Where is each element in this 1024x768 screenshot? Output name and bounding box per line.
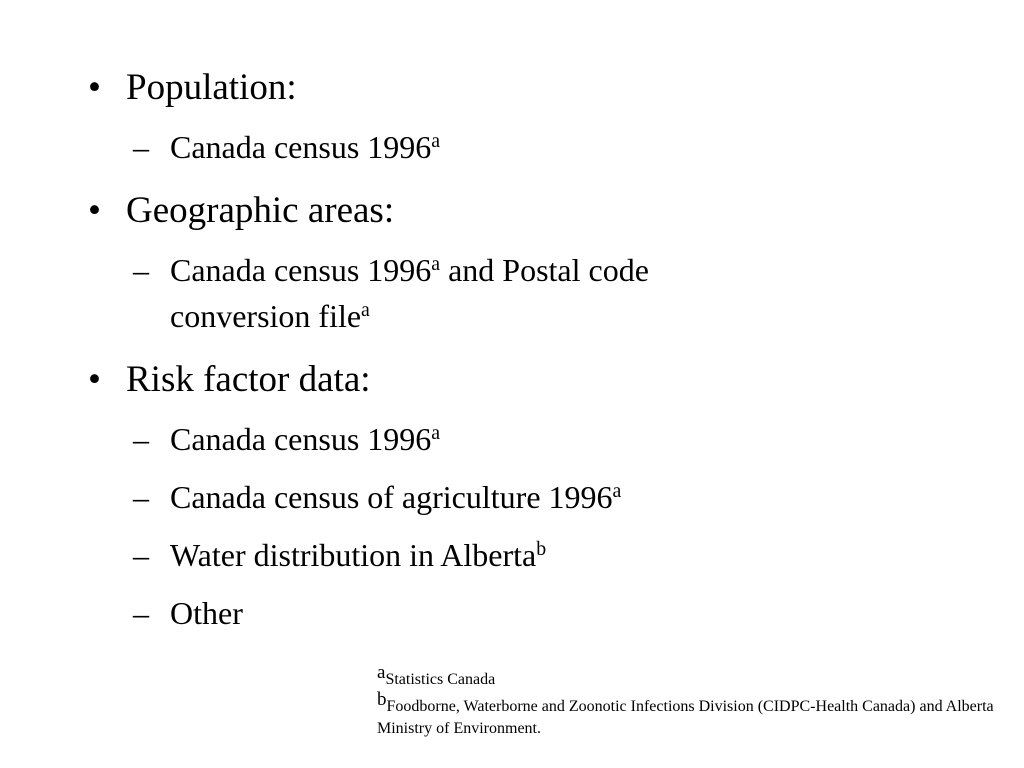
sub-item-risk-2 (133, 474, 621, 520)
sub-item-risk-1 (133, 416, 440, 462)
footnote-ref: b (536, 538, 547, 561)
sub-item-text: Water distribution in Alberta (170, 537, 537, 573)
dash-icon: – (133, 129, 149, 165)
footnote-ref: a (431, 253, 441, 276)
dash-icon: – (133, 537, 149, 573)
bullet-population (88, 66, 297, 110)
footnote-text: Foodborne, Waterborne and Zoonotic Infections Division (CIDPC-Health Canada) and Alberta Ministry of Environment. (377, 698, 994, 737)
sub-item-text: Canada census 1996 (170, 129, 432, 165)
footnote-ref: a (361, 299, 370, 322)
footnote-ref: a (431, 422, 441, 445)
sub-item-risk-4 (133, 590, 243, 636)
bullet-label: Geographic areas: (126, 190, 395, 231)
bullet-geographic-areas (88, 189, 394, 233)
sub-item-geographic-1 (133, 247, 649, 339)
bullet-icon: • (88, 67, 101, 108)
footnote-ref: a (431, 130, 441, 153)
dash-icon: – (133, 421, 149, 457)
sub-item-text: Canada census of agriculture 1996 (170, 479, 613, 515)
sub-item-population-1 (133, 124, 440, 170)
bullet-label: Risk factor data: (126, 359, 371, 400)
footnote-mark: b (377, 689, 387, 710)
bullet-label: Population: (126, 67, 297, 108)
footnote-ref: a (612, 480, 622, 503)
bullet-risk-factor-data (88, 358, 371, 402)
footnote-mark: a (377, 662, 386, 683)
dash-icon: – (133, 479, 149, 515)
sub-item-text: Other (170, 595, 243, 631)
footnote-text: Statistics Canada (385, 671, 496, 688)
bullet-icon: • (88, 359, 101, 400)
sub-item-second-line (133, 293, 649, 339)
footnote-b (377, 689, 997, 740)
footnote-a (377, 662, 997, 691)
sub-item-text-continued: and Postal code (440, 252, 649, 288)
bullet-icon: • (88, 190, 101, 231)
dash-icon: – (133, 252, 149, 288)
sub-item-text: Canada census 1996 (170, 421, 432, 457)
sub-item-text: conversion file (170, 298, 362, 334)
sub-item-text: Canada census 1996 (170, 252, 432, 288)
footnotes (377, 662, 997, 744)
dash-icon: – (133, 595, 149, 631)
sub-item-risk-3 (133, 532, 546, 578)
